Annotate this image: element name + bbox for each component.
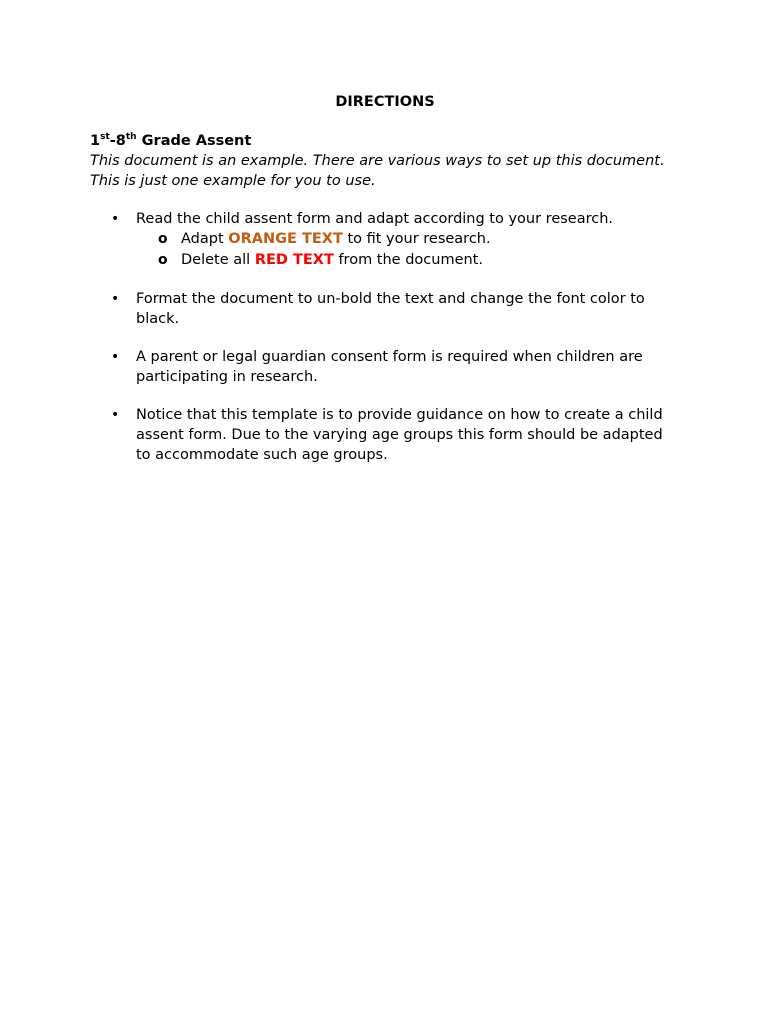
sub-bullet-icon: o xyxy=(158,252,168,268)
directions-heading: DIRECTIONS xyxy=(335,94,435,110)
content-section xyxy=(90,131,680,483)
grade-end: -8 xyxy=(109,133,126,149)
list-item xyxy=(90,347,680,387)
sub-list-item xyxy=(136,250,680,271)
list-item-text: Format the document to un-bold the text and change the font color to black. xyxy=(136,291,645,327)
grade-start: 1 xyxy=(90,133,101,149)
list-item xyxy=(90,209,680,271)
sub-bullet-icon: o xyxy=(158,231,168,247)
bullet-icon: • xyxy=(111,407,120,423)
directions-list xyxy=(90,209,680,465)
grade-start-suffix: st xyxy=(100,132,110,143)
red-text-highlight: RED TEXT xyxy=(254,252,334,268)
list-item-text: A parent or legal guardian consent form is required when children are participating in research. xyxy=(136,349,643,385)
list-item-text: Read the child assent form and adapt according to your research. xyxy=(136,211,614,227)
intro-text: This document is an example. There are various ways to set up this document. This is just one example for you to use. xyxy=(90,153,665,189)
list-item xyxy=(90,289,680,329)
orange-text-highlight: ORANGE TEXT xyxy=(228,231,343,247)
sub-item-before: Adapt xyxy=(181,231,229,247)
list-item xyxy=(90,405,680,465)
grade-end-suffix: th xyxy=(125,132,137,143)
sub-list xyxy=(136,229,680,271)
sub-item-before: Delete all xyxy=(181,252,255,268)
bullet-icon: • xyxy=(111,291,120,307)
bullet-icon: • xyxy=(111,349,120,365)
list-item-text: Notice that this template is to provide guidance on how to create a child assent form. Due to the varying age groups this form should be adapted to accommodate such age groups. xyxy=(136,407,663,463)
grade-title-rest: Grade Assent xyxy=(136,133,252,149)
sub-list-item xyxy=(136,229,680,250)
grade-assent-title xyxy=(90,131,680,151)
sub-item-after: from the document. xyxy=(333,252,483,268)
sub-item-after: to fit your research. xyxy=(342,231,491,247)
bullet-icon: • xyxy=(111,211,120,227)
